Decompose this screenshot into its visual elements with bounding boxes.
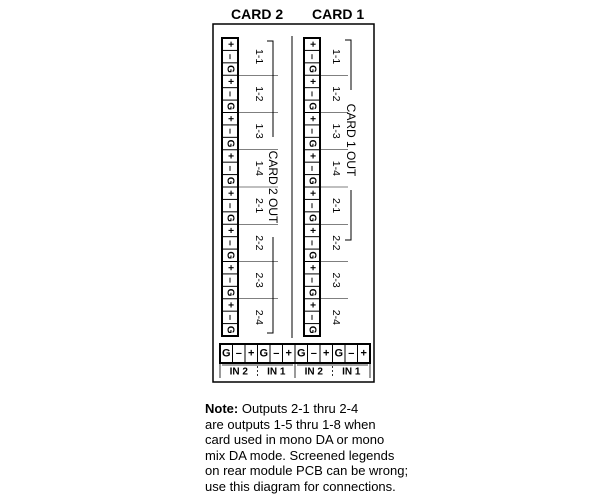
note-text (205, 401, 465, 494)
card-1-terminal-label: G (306, 176, 318, 185)
card-2-channel-label: 2-2 (253, 235, 265, 251)
card-1-terminal-label: G (306, 65, 318, 73)
card-2-terminal-label: – (224, 165, 236, 172)
input-terminal-label: + (360, 347, 367, 360)
note-line: Outputs 2-1 thru 2-4 (241, 401, 359, 416)
card-1-channel-label: 1-1 (330, 49, 342, 65)
card-2-block (222, 38, 280, 336)
card-2-terminal-label: + (224, 190, 236, 197)
card-2-terminal-label: + (224, 115, 236, 122)
input-label: IN 1 (267, 366, 286, 378)
card-2-terminal-label: G (224, 214, 236, 222)
card-1-channel-label: 2-1 (330, 198, 342, 214)
input-terminal-label: G (334, 347, 344, 360)
note-line: use this diagram for connections. (205, 478, 396, 494)
card-2-channel-label: 2-3 (253, 272, 265, 288)
card-2-terminal-label: G (224, 65, 236, 73)
input-terminal-label: G (296, 347, 306, 360)
card-2-terminal-label: + (224, 153, 236, 159)
card-1-terminal-label: – (306, 53, 318, 60)
card-1-terminal-label: G (306, 325, 318, 334)
card-1-channel-label: 1-4 (330, 160, 342, 176)
card-1-terminal-label: – (306, 314, 318, 321)
card-1-terminal-label: + (306, 190, 318, 197)
input-terminal-label: – (235, 347, 242, 360)
card-2-terminal-label: + (224, 302, 236, 308)
card-1-terminal-label: + (306, 41, 318, 48)
card-2-channel-label: 1-4 (253, 160, 265, 176)
card-1-terminal-label: – (306, 240, 318, 246)
card-1-terminal-label: + (306, 115, 318, 122)
card-1-terminal-label: – (306, 128, 318, 134)
card-1-block (304, 38, 358, 336)
card-1-channel-label: 2-4 (330, 309, 342, 325)
input-terminal-label: – (273, 347, 280, 360)
card-1-terminal-label: + (306, 302, 318, 308)
card-2-terminal-label: – (224, 202, 236, 209)
card-1-terminal-label: G (306, 251, 318, 260)
card-1-terminal-label: + (306, 153, 318, 159)
card-1-terminal-label: – (306, 165, 318, 172)
card-1-terminal-label: G (306, 102, 318, 111)
note-prefix: Note: (205, 401, 239, 416)
card-2-channel-label: 1-3 (253, 123, 265, 139)
note-line: mix DA mode. Screened legends (205, 447, 395, 463)
input-terminal-block (220, 344, 370, 378)
card-1-terminal-label: – (306, 91, 318, 97)
card-2-terminal-label: G (224, 251, 236, 260)
card-2-out-label: CARD 2 OUT (266, 150, 280, 224)
input-label: IN 1 (342, 366, 361, 378)
card-1-terminal-label: – (306, 277, 318, 283)
card-2-terminal-label: – (224, 128, 236, 134)
input-label: IN 2 (229, 366, 248, 378)
card-2-terminal-label: G (224, 176, 236, 185)
card-1-terminal-label: G (306, 288, 318, 297)
card-1-out-label: CARD 1 OUT (344, 103, 358, 177)
input-terminal-label: + (285, 347, 292, 360)
input-terminal-label: + (323, 347, 330, 360)
card-1-bracket-bottom (345, 190, 351, 240)
card-2-terminal-label: – (224, 53, 236, 60)
card-1-terminal-label: G (306, 214, 318, 222)
card-2-channel-label: 2-1 (253, 198, 265, 214)
card-2-terminal-label: – (224, 314, 236, 321)
input-terminal-label: + (248, 347, 255, 360)
card-2-channel-label: 1-1 (253, 49, 265, 65)
note-line: on rear module PCB can be wrong; (205, 463, 409, 478)
card-1-channel-label: 1-3 (330, 123, 342, 139)
card-1-terminal-label: – (306, 202, 318, 209)
card-2-terminal-label: + (224, 78, 236, 85)
card-1-title: CARD 1 (312, 6, 365, 22)
note-line: are outputs 1-5 thru 1-8 when (205, 416, 376, 432)
note-line: card used in mono DA or mono (205, 432, 385, 447)
card-2-title: CARD 2 (231, 6, 284, 22)
card-1-channel-label: 1-2 (330, 86, 342, 102)
input-label: IN 2 (304, 366, 323, 378)
card-2-channel-label: 1-2 (253, 86, 265, 102)
card-2-terminal-label: G (224, 325, 236, 334)
card-2-terminal-label: + (224, 264, 236, 271)
card-1-terminal-label: + (306, 227, 318, 234)
card-2-terminal-label: – (224, 277, 236, 283)
card-2-terminal-label: G (224, 139, 236, 148)
card-2-bracket-bottom (267, 237, 273, 333)
card-2-channel-label: 2-4 (253, 309, 265, 325)
card-2-terminal-label: – (224, 91, 236, 97)
card-1-terminal-label: + (306, 78, 318, 85)
card-2-bracket-top (267, 41, 273, 137)
card-2-terminal-label: + (224, 227, 236, 234)
input-terminal-label: G (221, 347, 231, 360)
input-terminal-label: G (259, 347, 269, 360)
card-1-bracket-top (345, 40, 351, 90)
card-2-terminal-label: + (224, 41, 236, 48)
card-2-terminal-label: G (224, 288, 236, 297)
card-1-channel-label: 2-2 (330, 235, 342, 251)
card-1-terminal-label: + (306, 264, 318, 271)
card-1-channel-label: 2-3 (330, 272, 342, 288)
card-2-terminal-label: G (224, 102, 236, 111)
input-terminal-label: – (310, 347, 317, 360)
card-2-terminal-label: – (224, 240, 236, 246)
card-1-terminal-label: G (306, 139, 318, 148)
input-terminal-label: – (348, 347, 355, 360)
